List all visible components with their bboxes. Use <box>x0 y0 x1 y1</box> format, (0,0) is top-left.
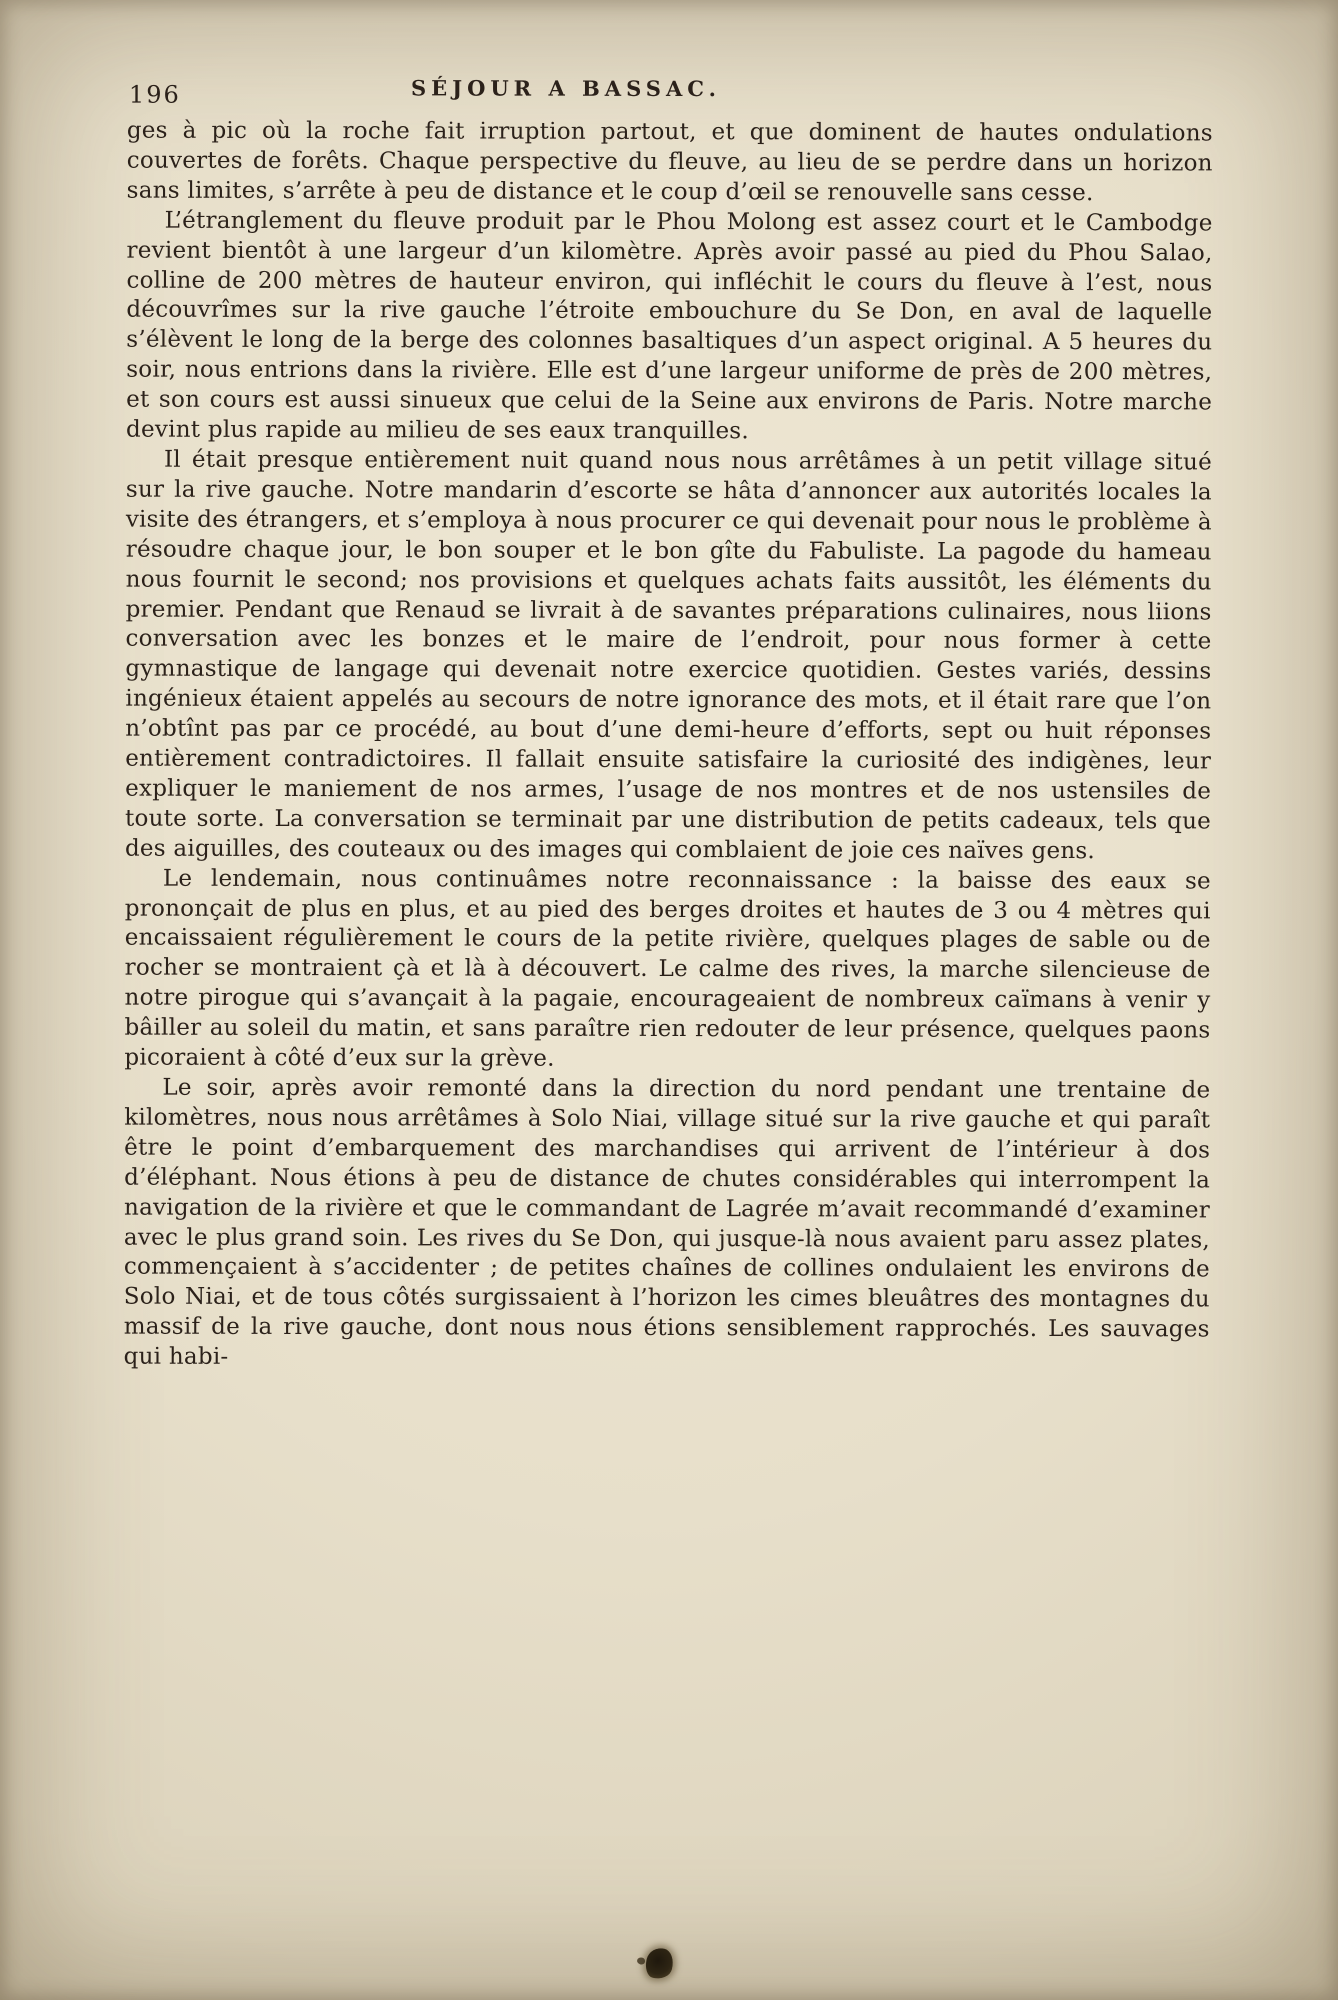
running-title: SÉJOUR A BASSAC. <box>410 75 721 102</box>
page-content <box>124 73 1213 1376</box>
paragraph: Il était presque entièrement nuit quand nous nous arrêtâmes à un petit village situé sur la rive gauche. Notre mandarin d’escorte se hâta d’annoncer aux autorités locales la visite des étrangers, et s’employa à nous procurer ce qui devenait pour nous le problème à résoudre chaque jour, le bon souper et le bon gîte du Fabuliste. La pagode du hameau nous fournit le second; nos provisions et quelques achats faits aussitôt, les éléments du premier. Pendant que Renaud se livrait à de savantes préparations culinaires, nous liions conversation avec les bonzes et le maire de l’endroit, pour nous former à cette gymnastique de langage qui devenait notre exercice quotidien. Gestes variés, dessins ingénieux étaient appelés au secours de notre ignorance des mots, et il était rare que l’on n’obtînt pas par ce procédé, au bout d’une demi-heure d’efforts, sept ou huit réponses entièrement contradictoires. Il fallait ensuite satisfaire la curiosité des indigènes, leur expliquer le maniement de nos armes, l’usage de nos montres et de nos ustensiles de toute sorte. La conversation se terminait par une distribution de petits cadeaux, tels que des aiguilles, des couteaux ou des images qui comblaient de joie ces naïves gens. <box>124 446 1213 864</box>
paragraph: ges à pic où la roche fait irruption partout, et que dominent de hautes ondulations couvertes de forêts. Chaque perspective du fleuve, au lieu de se perdre dans un horizon sans limites, s’arrête à peu de distance et le coup d’œil se renouvelle sans cesse. <box>126 117 1213 206</box>
running-header <box>127 73 1213 112</box>
paragraph: Le lendemain, nous continuâmes notre reconnaissance : la baisse des eaux se prononçait de plus en plus, et au pied des berges droites et hautes de 3 ou 4 mètres qui encaissaient régulièrement le cours de la petite rivière, quelques plages de sable ou de rocher se montraient çà et là à découvert. Le calme des rives, la marche silencieuse de notre pirogue qui s’avançait à la pagaie, encourageaient de nombreux caïmans à venir y bâiller au soleil du matin, et sans paraître rien redouter de leur présence, quelques paons picoraient à côté d’eux sur la grève. <box>124 865 1211 1072</box>
paragraph: Le soir, après avoir remonté dans la direction du nord pendant une trentaine de kilomètres, nous nous arrêtâmes à Solo Niai, village situé sur la rive gauche et qui paraît être le point d’embarquement des marchandises qui arrivent de l’intérieur à dos d’éléphant. Nous étions à peu de distance de chutes considérables qui interrompent la navigation de la rivière et que le commandant de Lagrée m’avait recommandé d’examiner avec le plus grand soin. Les rives du Se Don, qui jusque-là nous avaient paru assez plates, commençaient à s’accidenter ; de petites chaînes de collines ondulaient les environs de Solo Niai, et de tous côtés surgissaient à l’horizon les cimes bleuâtres des montagnes du massif de la rive gauche, dont nous nous étions sensiblement rapprochés. Les sauvages qui habi- <box>123 1074 1211 1371</box>
body-text <box>124 117 1213 1376</box>
ink-stain <box>643 1945 677 1982</box>
paragraph: L’étranglement du fleuve produit par le Phou Molong est assez court et le Cambodge revient bientôt à une largeur d’un kilomètre. Après avoir passé au pied du Phou Salao, colline de 200 mètres de hauteur environ, qui infléchit le cours du fleuve à l’est, nous découvrîmes sur la rive gauche l’étroite embouchure du Se Don, en aval de laquelle s’élèvent le long de la berge des colonnes basaltiques d’un aspect original. A 5 heures du soir, nous entrions dans la rivière. Elle est d’une largeur uniforme de près de 200 mètres, et son cours est aussi sinueux que celui de la Seine aux environs de Paris. Notre marche devint plus rapide au milieu de ses eaux tranquilles. <box>126 207 1213 445</box>
page-number: 196 <box>128 80 181 109</box>
